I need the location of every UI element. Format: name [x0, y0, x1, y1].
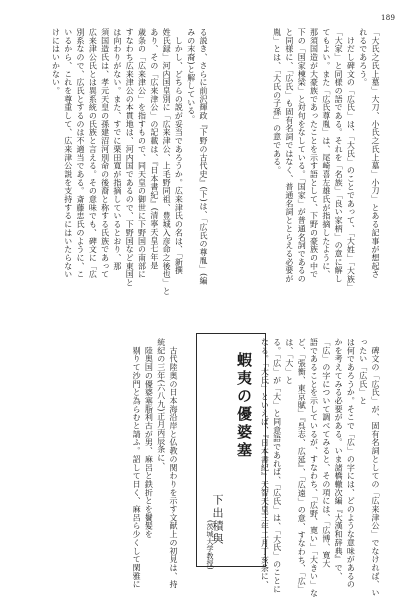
body-text-lower-right: 碑文の「広氏」が、固有名詞としての「広来津公」でなければ、いったい「広氏」と は何であろうか。そこで「広」の字には、どのような意味があるの かを考えてみる必要がある。いま諸橋轍次編『大漢和辞典』で、 「広」の字について調べてみると、その項には、「広博、寛大 語であることを示しているが、すなわち、「広野、寛い」「大きい」な ど、「張衡、東京賦」『呉志、広延』、「広遠」の意、すなわち、「広」は、「大」と る。「広」が「大」と同意語であれば、「広氏」は、「大氏」のことに なる。「大氏」といえば、『日本書紀』天智天皇三年二月丁亥条に、: [260, 338, 380, 598]
page-number: 189: [381, 14, 396, 22]
body-text-upper-left: る説き、さらに前沢輝政『下野の古代史』(下)は、「広氏の尊胤」(編 みの末裔)と解している。 しかし、どちらの説が妥当であろうか。広来津氏の名は、「新撰 姓氏録」河内国皇別に「広来津公、上毛野同祖、豊城入彦命之後也」と あり、その「広来津公」の記載は、『日本書紀』(清寧天皇七年是 歳条の「広来津公」を指すもので、同天皇の御世に下野国の南部に すなわち広来津公の本貫地は、河内国であるので、下野国など東国と は向わりがない。また、すでに栗田寛が指摘しているとおり、那 須国造氏は、孝元天皇の孫建沼河別命の後裔と称する氏族であって 広来津公氏とは異系統の氏族と言える。その意味でも、碑文に「広 別系なので、広氏とするのは不適当である。斎藤忠氏のように、こ いるから、これを尊重して、広来津公説を支持するにはいたらない けにはいかない。: [51, 28, 208, 296]
author-affiliation-note: (茨城大学教授): [206, 520, 214, 570]
body-text-upper-right: 「大氏之氏上墓」大刀、小氏之氏上墓」小刀」とある記事が想起さ れるであろう。 けだし碑文の「広氏」は、「大氏」のことであって、「大姓」「大族」 「大家」と同様の語である。それを「名族」「良い家柄」の意に解し てもよい。また「広氏尊胤」は、尾崎喜左雄氏が指摘したように、 那須国造が大豪族であったことを示す語として、下野の豪族の中で 下の「国家棟梁」と対句をなしている。「国家」が普通名詞であるの と同様に、「広氏」も固有名詞ではなく、普通名詞ととらえる必要が 胤」とは、「大氏の子孫」の意である。: [272, 28, 380, 292]
article-title: 蝦夷の優婆塞: [235, 352, 253, 460]
article-author: 下出積與: [211, 494, 224, 546]
body-text-lower-left: 古代陸奥の日本海沿岸と仏教の関わりを示す文献上の初見は、持 統紀の三年(六八九)正月丙辰条に、 陸奥国の優婆塞脂利古が男、麻呂と鉄折とを鬢髪を 剔りて沙門と為らむと請ふ。詔して日く、麻呂ら少くして閑雅に: [132, 338, 178, 589]
